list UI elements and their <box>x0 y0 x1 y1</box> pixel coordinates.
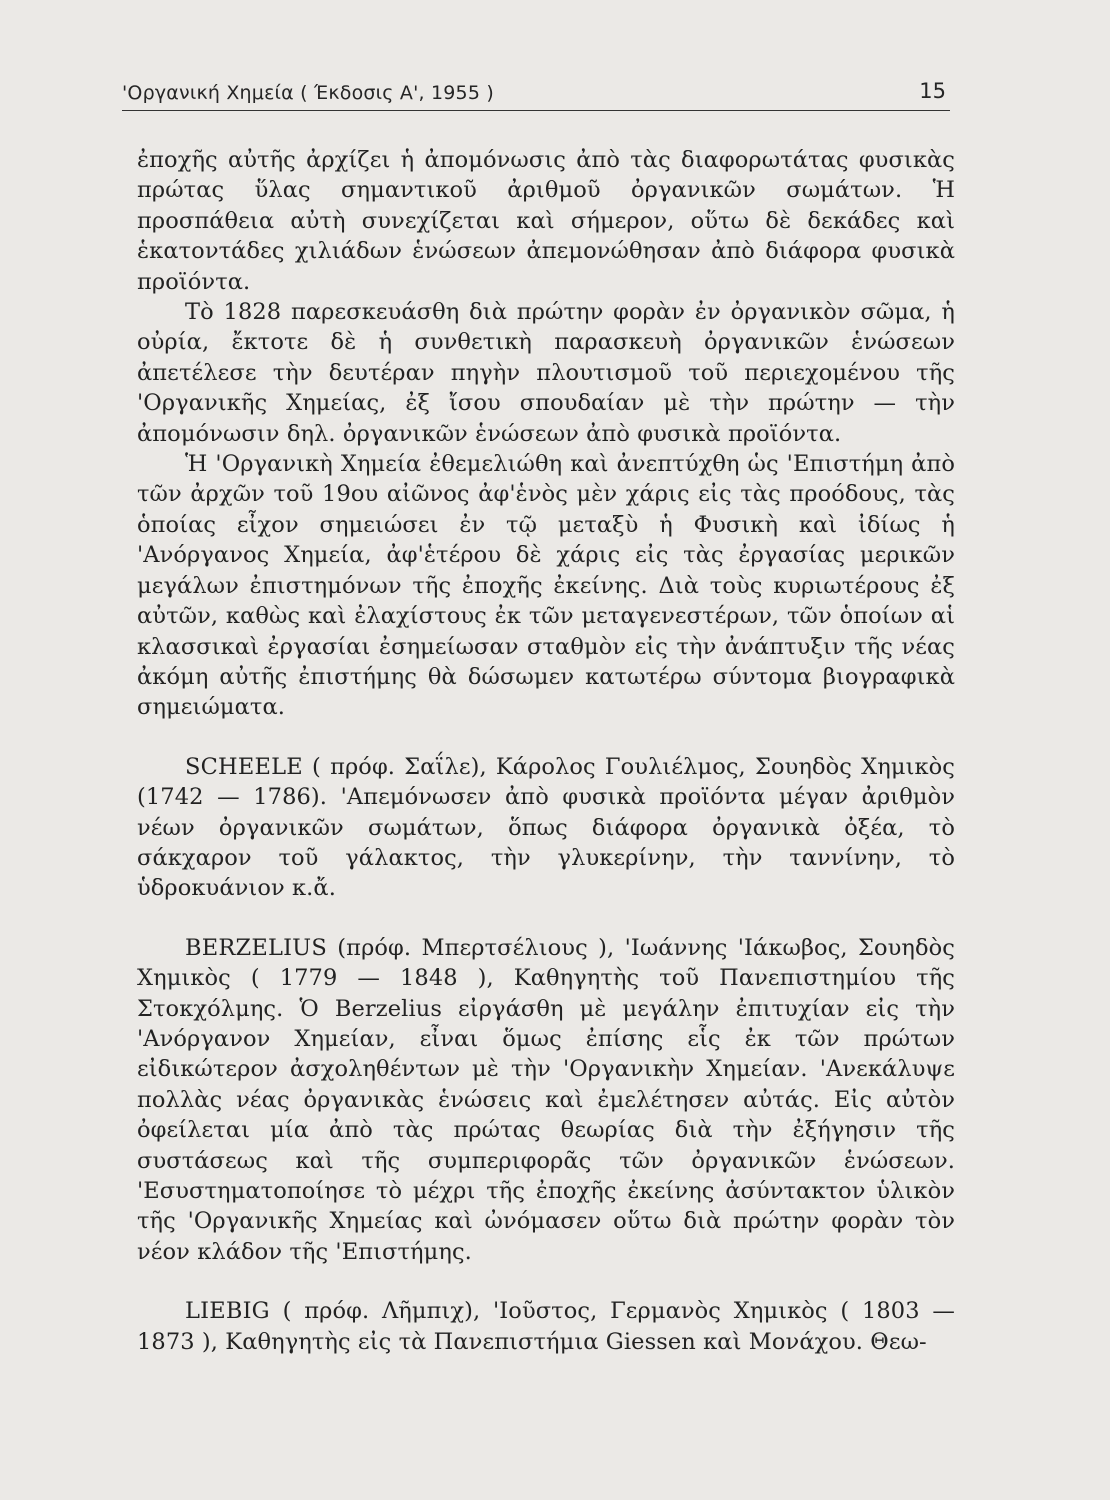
page-number: 15 <box>919 79 946 103</box>
paragraph-synthesis: Τὸ 1828 παρεσκευάσθη διὰ πρώτην φορὰν ἐν ὀργανικὸν σῶμα, ἡ οὐρία, ἔκτοτε δὲ ἡ συνθετικὴ παρασκευὴ ὀργανικῶν ἑνώσεων ἀπετέλεσε τὴν δευτέραν πηγὴν πλουτισμοῦ τοῦ περιεχομένου τῆς 'Οργανικῆς Χημείας, ἐξ ἴσου σπουδαίαν μὲ τὴν πρώτην — τὴν ἀπομόνωσιν δηλ. ὀργανικῶν ἑνώσεων ἀπὸ φυσικὰ προϊόντα. <box>137 299 955 447</box>
main-text <box>137 145 955 1357</box>
biography-text-scheele: ( πρόφ. Σαΐλε), Κάρολος Γουλιέλμος, Σουηδὸς Χημικὸς (1742 — 1786). 'Απεμόνωσεν ἀπὸ φυσικὰ προϊόντα μέγαν ἀριθμὸν νέων ὀργανικῶν σωμάτων, ὅπως διάφορα ὀργανικὰ ὀξέα, τὸ σάκχαρον τοῦ γάλακτος, τὴν γλυκερίνην, τὴν ταννίνην, τὸ ὑδροκυάνιον κ.ἄ. <box>137 753 955 902</box>
biography-berzelius <box>137 933 955 1267</box>
biography-scheele <box>137 752 955 904</box>
biography-name-scheele: SCHEELE <box>185 753 303 780</box>
biography-name-berzelius: BERZELIUS <box>185 934 327 961</box>
biography-text-liebig: ( πρόφ. Λῆμπιχ), 'Ιοῦστος, Γερμανὸς Χημικὸς ( 1803 — 1873 ), Καθηγητὴς εἰς τὰ Πανεπιστήμια Giessen καὶ Μονάχου. Θεω- <box>137 1298 955 1355</box>
biography-text-berzelius: (πρόφ. Μπερτσέλιους ), 'Ιωάννης 'Ιάκωβος, Σουηδὸς Χημικὸς ( 1779 — 1848 ), Καθηγητὴς τοῦ Πανεπιστημίου τῆς Στοκχόλμης. Ὁ Berzelius εἰργάσθη μὲ μεγάλην ἐπιτυχίαν εἰς τὴν 'Ανόργανον Χημείαν, εἶναι ὅμως ἐπίσης εἷς ἐκ τῶν πρώτων εἰδικώτερον ἀσχοληθέντων μὲ τὴν 'Οργανικὴν Χημείαν. 'Ανεκάλυψε πολλὰς νέας ὀργανικὰς ἑνώσεις καὶ ἐμελέτησεν αὐτάς. Εἰς αὐτὸν ὀφείλεται μία ἀπὸ τὰς πρώτας θεωρίας διὰ τὴν ἐξήγησιν τῆς συστάσεως καὶ τῆς συμπεριφορᾶς τῶν ὀργανικῶν ἑνώσεων. 'Εσυστηματοποίησε τὸ μέχρι τῆς ἐποχῆς ἐκείνης ἀσύντακτον ὑλικὸν τῆς 'Οργανικῆς Χημείας καὶ ὠνόμασεν οὕτω διὰ πρώτην φορὰν τὸν νέον κλάδον τῆς 'Επιστήμης. <box>137 934 955 1265</box>
running-header <box>122 78 950 111</box>
paragraph-isolation: ἐποχῆς αὐτῆς ἀρχίζει ἡ ἀπομόνωσις ἀπὸ τὰς διαφορωτάτας φυσικὰς πρώτας ὕλας σημαντικοῦ ἀριθμοῦ ὀργανικῶν σωμάτων. Ἡ προσπάθεια αὐτὴ συνεχίζεται καὶ σήμερον, οὕτω δὲ δεκάδες καὶ ἑκατοντάδες χιλιάδων ἑνώσεων ἀπεμονώθησαν ἀπὸ διάφορα φυσικὰ προϊόντα. <box>137 147 955 295</box>
paragraph-foundation: Ἡ 'Οργανικὴ Χημεία ἐθεμελιώθη καὶ ἀνεπτύχθη ὡς 'Επιστήμη ἀπὸ τῶν ἀρχῶν τοῦ 19ου αἰῶνος ἀφ'ἑνὸς μὲν χάρις εἰς τὰς προόδους, τὰς ὁποίας εἶχον σημειώσει ἐν τῷ μεταξὺ ἡ Φυσικὴ καὶ ἰδίως ἡ 'Ανόργανος Χημεία, ἀφ'ἑτέρου δὲ χάρις εἰς τὰς ἐργασίας μερικῶν μεγάλων ἐπιστημόνων τῆς ἐποχῆς ἐκείνης. Διὰ τοὺς κυριωτέρους ἐξ αὐτῶν, καθὼς καὶ ἐλαχίστους ἐκ τῶν μεταγενεστέρων, τῶν ὁποίων αἱ κλασσικαὶ ἐργασίαι ἐσημείωσαν σταθμὸν εἰς τὴν ἀνάπτυξιν τῆς νέας ἀκόμη αὐτῆς ἐπιστήμης θὰ δώσωμεν κατωτέρω σύντομα βιογραφικὰ σημειώματα. <box>137 451 955 721</box>
biography-name-liebig: LIEBIG <box>185 1298 270 1325</box>
header-title: 'Οργανική Χημεία ( Έκδοσις Α', 1955 ) <box>122 82 494 104</box>
biography-liebig <box>137 1296 955 1357</box>
